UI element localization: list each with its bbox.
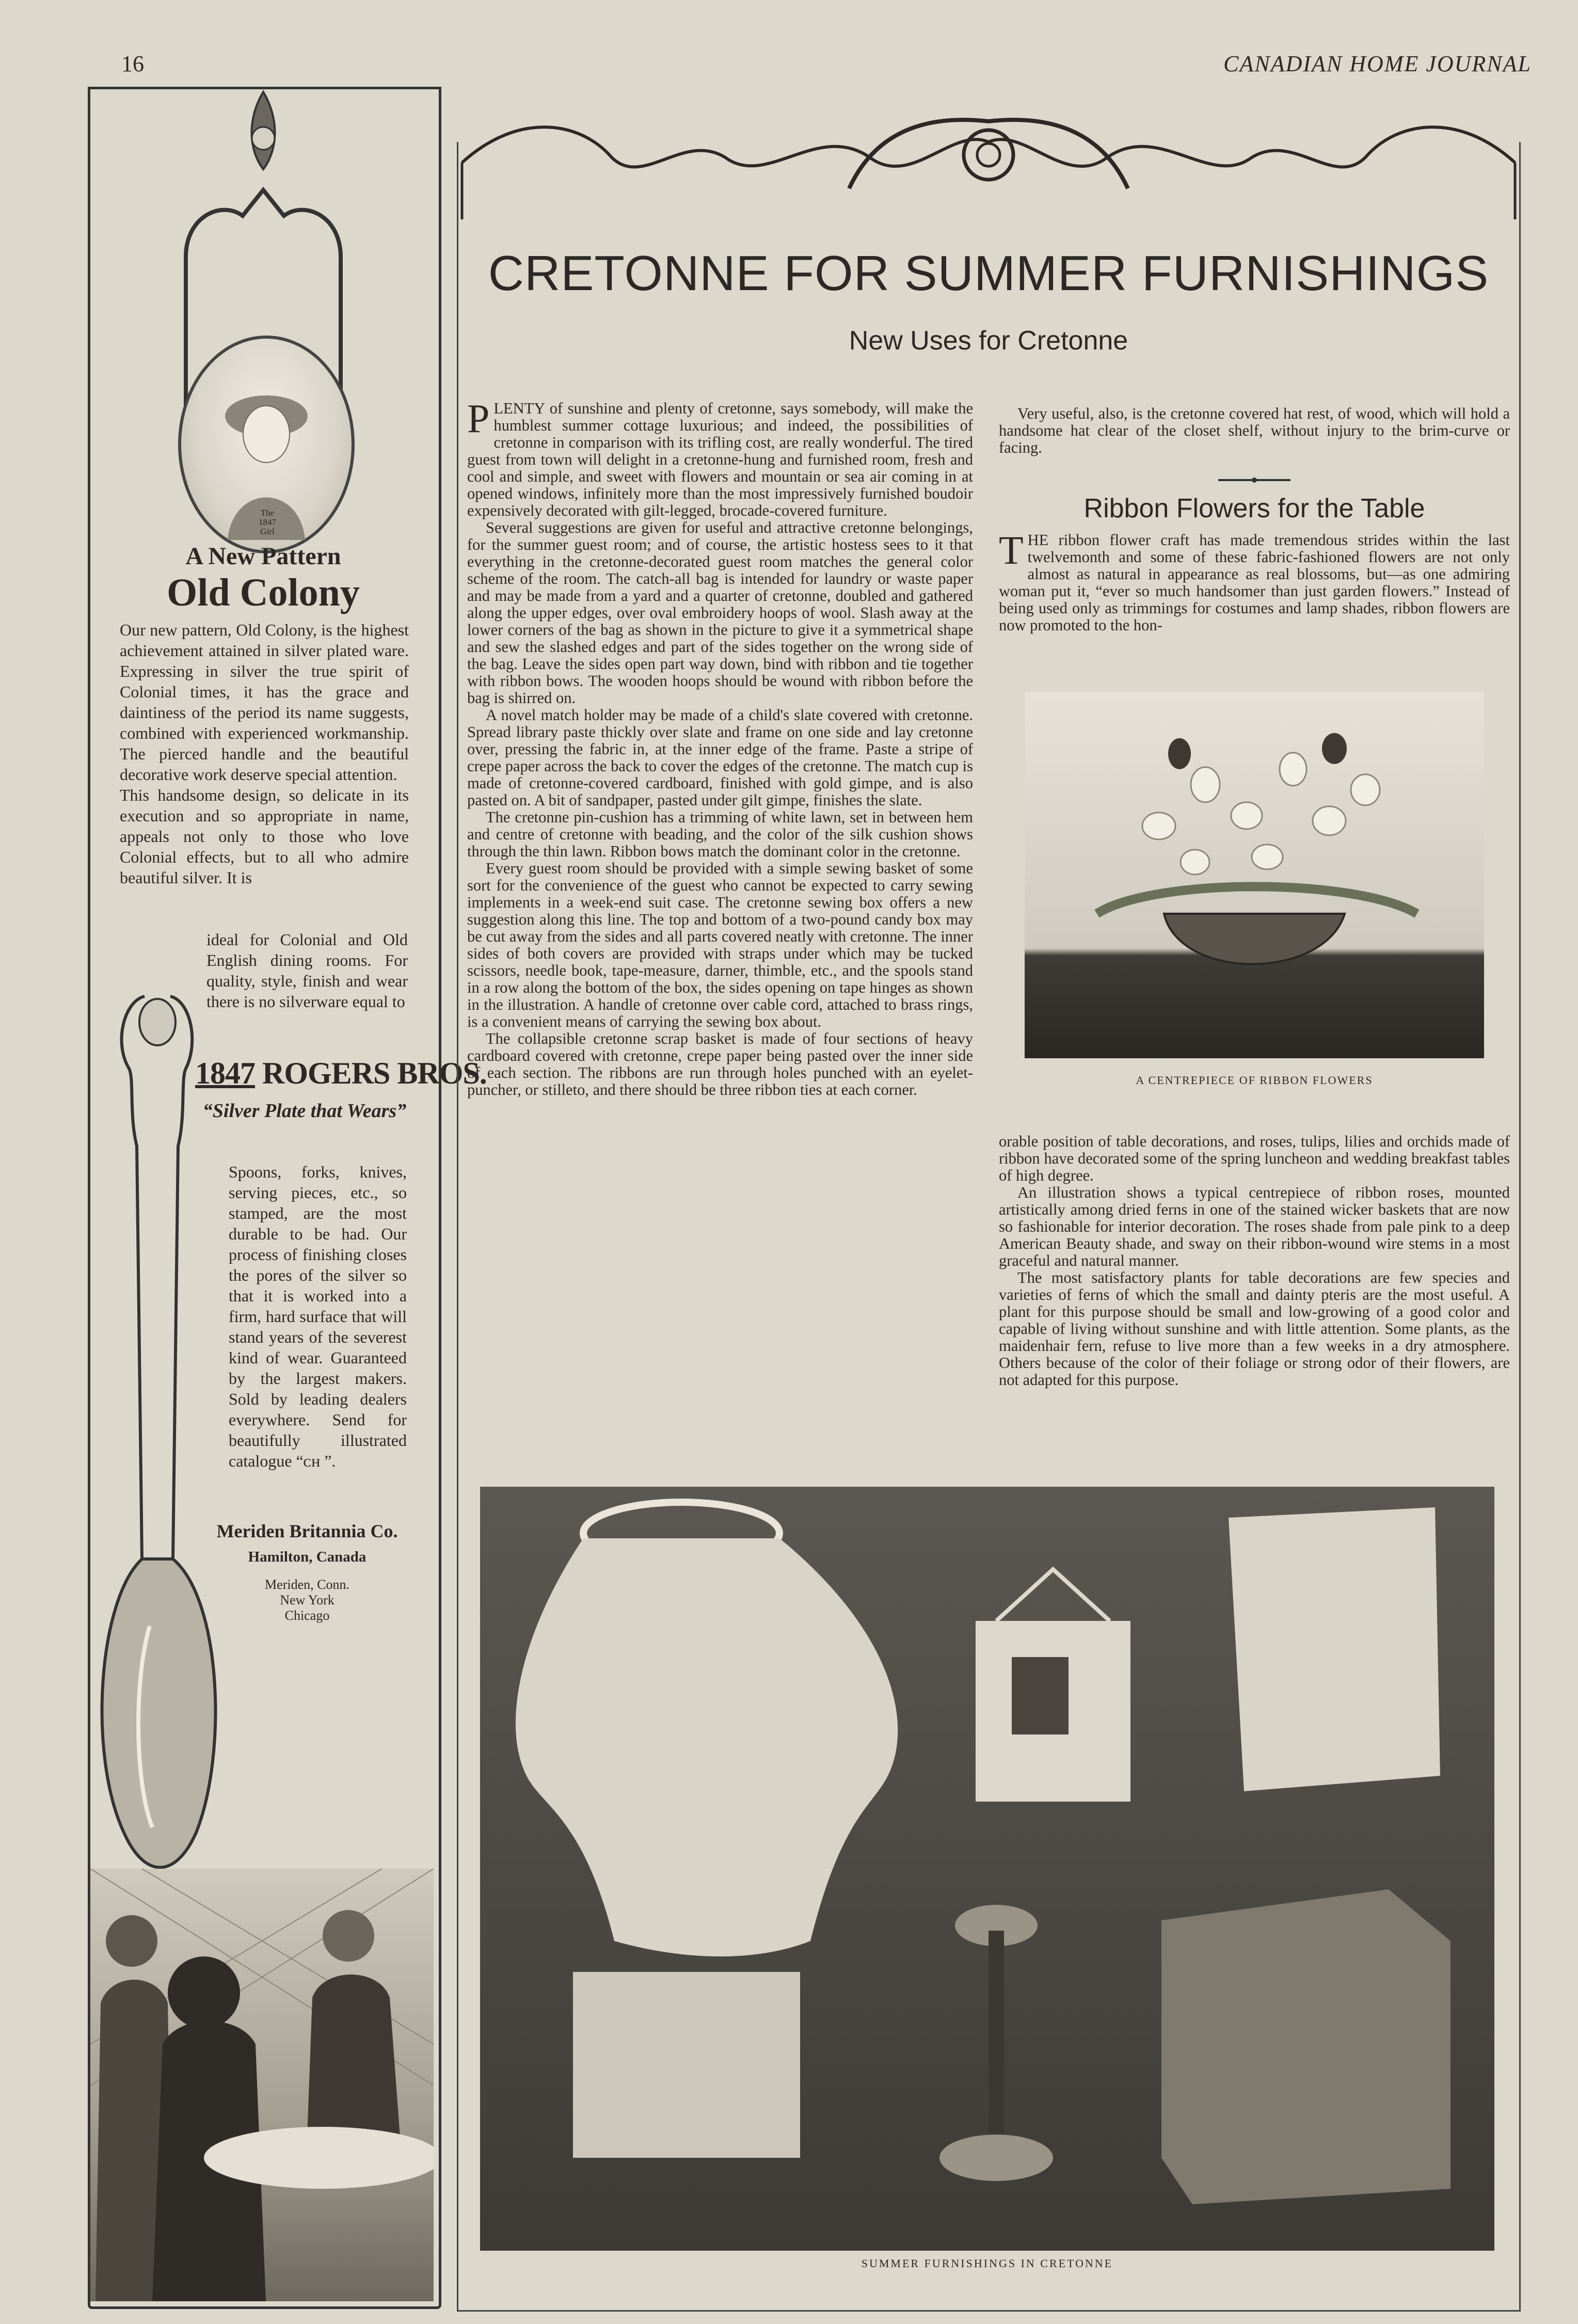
dining-figures-icon [90,1869,434,2301]
paragraph: Very useful, also, is the cretonne covered hat rest, of wood, which will hold a handsome hat clear of the closet shelf, without injury to the brim-curve or facing. [999,405,1510,456]
page-number: 16 [121,51,144,76]
cretonne-furnishings-photo [480,1487,1494,2251]
centrepiece-photo [1025,692,1484,1058]
paragraph: A novel match holder may be made of a child's slate covered with cretonne. Spread library paste thickly over slate and frame on one side and lay cretonne over, pressing the fabric in, at the inner edge of the frame. Paste a stripe of crepe paper across the back to cover the edges of the cretonne. The match cup is made of cretonne-covered cardboard, finished with gold gimpe, and is also pasted on. A bit of sandpaper, pasted under gilt gimpe, finishes the slate. [467,706,973,809]
branch-line: Meriden, Conn. [265,1577,349,1592]
paragraph: PLENTY of sunshine and plenty of cretonne, says somebody, will make the humblest summer cottage luxurious; and indeed, the possibilities of cretonne in comparison with its trifling cost, are really wonderful. The tired guest from town will delight in a cretonne-hung and furnished room, fresh and cool and simple, and sweet with flowers and mountain or sea air coming in at opened windows, infinitely more than the most impressively furnished boudoir expensively decorated with gilt-legged, brocade-covered furniture. [467,396,973,519]
article-title: CRETONNE FOR SUMMER FURNISHINGS [488,246,1489,301]
article-column-2-ribbon [999,528,1510,634]
ad-company: Meriden Britannia Co. [216,1521,398,1541]
running-head: CANADIAN HOME JOURNAL [1223,51,1532,76]
ad-slogan: “Silver Plate that Wears” [202,1100,407,1122]
ad-paragraph-2b: ideal for Colonial and Old English dining rooms. For quality, style, finish and wear there is no silverware equal to [206,930,408,1011]
paragraph: Several suggestions are given for useful and attractive cretonne belongings, for the summer guest room; and of course, the artistic hostess sees to it that everything in the cretonne-decorated guest room matches the general color scheme of the room. The catch-all bag is intended for laundry or waste paper and may be made from a yard and a quarter of cretonne, doubled and gathered along the upper edges, over oval embroidery hoops of wool. Slash away at the lower corners of the bag as shown in the picture to give it a symmetrical shape and sew the slashed edges and part of the sides together on the wrong side of the bag. Leave the sides open part way down, bind with ribbon and tie together with ribbon bows. The wooden hoops should be wound with ribbon before the bag is shirred on. [467,519,973,707]
drop-cap: T [999,528,1024,572]
brand-number: 1847 [195,1056,255,1090]
paragraph: Every guest room should be provided with a simple sewing basket of some sort for the convenience of the guest who cannot be expected to carry sewing implements in a week-end suit case. The cretonne sewing box offers a new suggestion along this line. The top and bottom of a two-pound candy box may be cut away from the sides and all parts covered neatly with cretonne. The inner sides of both covers are provided with straps under which may be tucked scissors, needle book, tape-measure, darner, thimble, etc., and the spools stand in a row along the bottom of the box, the sides opening on tape hinges as shown in the illustration. A handle of cretonne over cable cord, attached to brass rings, is a convenient means of carrying the sewing box about. [467,859,973,1030]
section-heading: Ribbon Flowers for the Table [1083,494,1425,523]
ad-paragraph-3: Spoons, forks, knives, serving pieces, etc., so stamped, are the most durable to be had. Our process of finishing closes the pores of the silver so that it is worked into a firm, hard surface that will stand years of the severest kind of wear. Guaranteed by the largest makers. Sold by leading dealers everywhere. Send for beautifully illustrated catalogue “ᴄʜ ”. [229,1163,407,1470]
ad-city: Hamilton, Canada [248,1549,366,1565]
ad-heading-small: A New Pattern [185,543,341,570]
cretonne-items-icon [480,1487,1494,2251]
brand-name: ROGERS BROS. [262,1056,487,1090]
spoon-illustration-icon [93,981,227,1889]
ad-branches [204,1577,410,1623]
paragraph: orable position of table decorations, and roses, tulips, lilies and orchids made of ribbon have decorated some of the spring luncheon and wedding breakfast tables of high degree. [999,1133,1510,1184]
article-subtitle: New Uses for Cretonne [849,326,1128,356]
ad-brand [195,1056,487,1091]
scroll-ornament-icon [457,101,1520,219]
drop-cap: P [467,396,490,441]
article-column-3 [999,1133,1510,1389]
section-divider-icon [1218,477,1290,483]
paragraph: The cretonne pin-cushion has a trimming of white lawn, set in between hem and centre of cretonne with beading, and the color of the silk cushion shows through the thin lawn. Ribbon bows match the dominant color in the cretonne. [467,808,973,860]
photo-caption: A CENTREPIECE OF RIBBON FLOWERS [1136,1074,1373,1087]
paragraph: The most satisfactory plants for table decorations are few species and varieties of ferns of which the small and dainty pteris are the most useful. A plant for this purpose should be small and low-growing of a good color and capable of living without sunshine and with little attention. Some plants, as the maidenhair fern, refuse to live more than a few weeks in a dry atmosphere. Others because of the color of their foliage or strong odor of their flowers, are not adapted for this purpose. [999,1269,1510,1389]
ad-paragraph-2a-text: This handsome design, so delicate in its execution and so appropriate in name, appeals not only to those who love Colonial effects, but to all who admire beautiful silver. It is [120,786,409,887]
dinner-scene-illustration [90,1869,434,2301]
photo-caption: SUMMER FURNISHINGS IN CRETONNE [861,2257,1113,2270]
paragraph: THE ribbon flower craft has made tremendous strides within the last twelvemonth and some of these fabric-fashioned flowers are not only almost as natural in appearance as real blossoms, but—as one admiring woman put it, “ever so much handsomer than just garden flowers.” Instead of being used only as trimmings for costumes and lamp shades, ribbon flowers are now promoted to the hon- [999,528,1510,634]
article-column-2-top [999,405,1510,456]
ad-paragraph-1 [120,619,409,888]
flower-basket-icon [1025,692,1484,1058]
ad-paragraph-1-text: Our new pattern, Old Colony, is the highest achievement attained in silver plated ware. Expressing in silver the true spirit of Colonial times, it has the grace and daintiness of the period its name suggests, combined with experienced workmanship. The pierced handle and the beautiful decorative work deserve special attention. [120,620,409,784]
portrait-caption: The 1847 Girl [259,508,276,536]
paragraph: An illustration shows a typical centrepiece of ribbon roses, mounted artistically among dried ferns in one of the stained wicker baskets that are now so fashionable for interior decoration. The roses shade from pale pink to a deep American Beauty shade, and sway on their ribbon-wound wire stems in a most graceful and natural manner. [999,1184,1510,1269]
branch-line: New York [280,1593,334,1607]
branch-line: Chicago [284,1608,330,1623]
ad-heading-large: Old Colony [167,571,360,614]
article-column-1 [467,396,973,1099]
paragraph: The collapsible cretonne scrap basket is made of four sections of heavy cardboard covered with cretonne, crepe paper being pasted over the inner side of each section. The ribbons are run through holes punched with an eyelet-puncher, or stilleto, and there should be three ribbon ties at each corner. [467,1030,973,1099]
